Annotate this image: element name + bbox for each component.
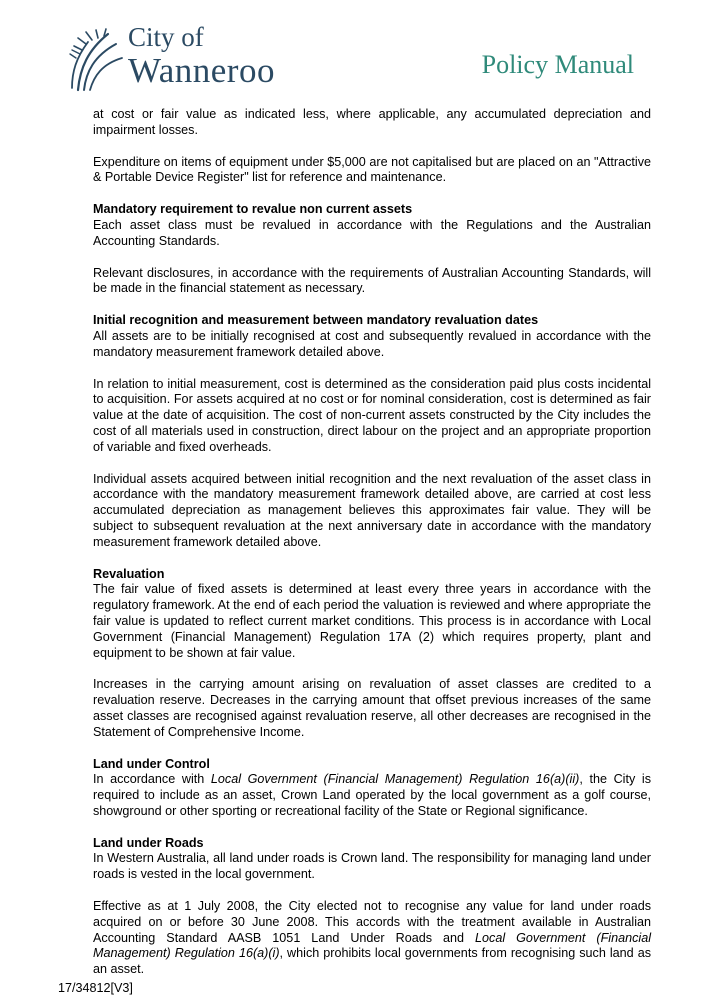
paragraph-text: In accordance with xyxy=(93,772,211,787)
paragraph-text: , the City is required to include as an asset, Crown Land operated by the local government as a golf course, showground or other sporting or recreational facility of the State or Regional significance. xyxy=(93,772,651,818)
paragraph: Expenditure on items of equipment under $5,000 are not capitalised but are placed on an "Attractive & Portable Device Register" list for reference and maintenance. xyxy=(93,154,651,185)
paragraph-text: The fair value of fixed assets is determined at least every three years in accordance with the regulatory framework. At the end of each period the valuation is reviewed and where appropriate the fair value is updated to reflect current market conditions. This process is in accordance with Local Government (Financial Management) Regulation 17A (2) which requires property, plant and equipment to be shown at fair value. xyxy=(93,582,651,660)
paragraph: Individual assets acquired between initial recognition and the next revaluation of the asset class in accordance with the mandatory measurement framework detailed above, are carried at cost less accumulated depreciation as management believes this approximates fair value. They will be subject to subsequent revaluation at the next anniversary date in accordance with the mandatory measurement framework detailed above. xyxy=(93,471,651,549)
section-heading: Land under Roads xyxy=(93,835,204,850)
regulation-citation: Local Government (Financial Management) Regulation 16(a)(ii) xyxy=(210,772,580,787)
logo-wanneroo-text: Wanneroo xyxy=(128,51,275,90)
paragraph: Relevant disclosures, in accordance with the requirements of Australian Accounting Standards, will be made in the financial statement as necessary. xyxy=(93,265,651,296)
fern-leaf-icon xyxy=(68,28,126,92)
regulation-citation: Local Government (Financial Management) Regulation 16(a)(i) xyxy=(93,930,651,961)
section-land-under-control xyxy=(93,757,651,820)
policy-manual-title: Policy Manual xyxy=(481,50,634,79)
paragraph-text: , which prohibits local governments from recognising such land as an asset. xyxy=(93,946,651,977)
paragraph-text: Effective as at 1 July 2008, the City elected not to recognise any value for land under roads acquired on or before 30 June 2008. This accords with the treatment available in Australian Accounting Standard AASB 1051 Land Under Roads and xyxy=(93,899,651,945)
city-logo xyxy=(68,22,298,94)
section-heading: Revaluation xyxy=(93,566,165,581)
document-reference: 17/34812[V3] xyxy=(58,981,133,995)
section-heading: Initial recognition and measurement between mandatory revaluation dates xyxy=(93,313,539,328)
section-heading: Land under Control xyxy=(93,756,210,771)
paragraph-text: All assets are to be initially recognised at cost and subsequently revalued in accordance with the mandatory measurement framework detailed above. xyxy=(93,328,651,359)
section-land-under-roads xyxy=(93,836,651,883)
paragraph: In relation to initial measurement, cost is determined as the consideration paid plus costs incidental to acquisition. For assets acquired at no cost or for nominal consideration, cost is determined as fair value at the date of acquisition. The cost of non-current assets constructed by the City includes the cost of all materials used in construction, direct labour on the project and an appropriate proportion of variable and fixed overheads. xyxy=(93,376,651,454)
paragraph: Increases in the carrying amount arising on revaluation of asset classes are credited to a revaluation reserve. Decreases in the carrying amount that offset previous increases of the same asset classes are recognised against revaluation reserve, all other decreases are recognised in the Statement of Comprehensive Income. xyxy=(93,677,651,739)
paragraph xyxy=(93,899,651,978)
logo-city-text: City of xyxy=(128,22,204,52)
document-body xyxy=(93,107,651,994)
section-mandatory-revaluation xyxy=(93,202,651,249)
paragraph-text: Each asset class must be revalued in accordance with the Regulations and the Australian Accounting Standards. xyxy=(93,217,651,248)
section-revaluation xyxy=(93,567,651,662)
paragraph-text: In Western Australia, all land under roads is Crown land. The responsibility for managing land under roads is vested in the local government. xyxy=(93,851,651,882)
section-heading: Mandatory requirement to revalue non current assets xyxy=(93,202,413,217)
section-initial-recognition xyxy=(93,313,651,360)
paragraph: at cost or fair value as indicated less, where applicable, any accumulated depreciation and impairment losses. xyxy=(93,107,651,137)
